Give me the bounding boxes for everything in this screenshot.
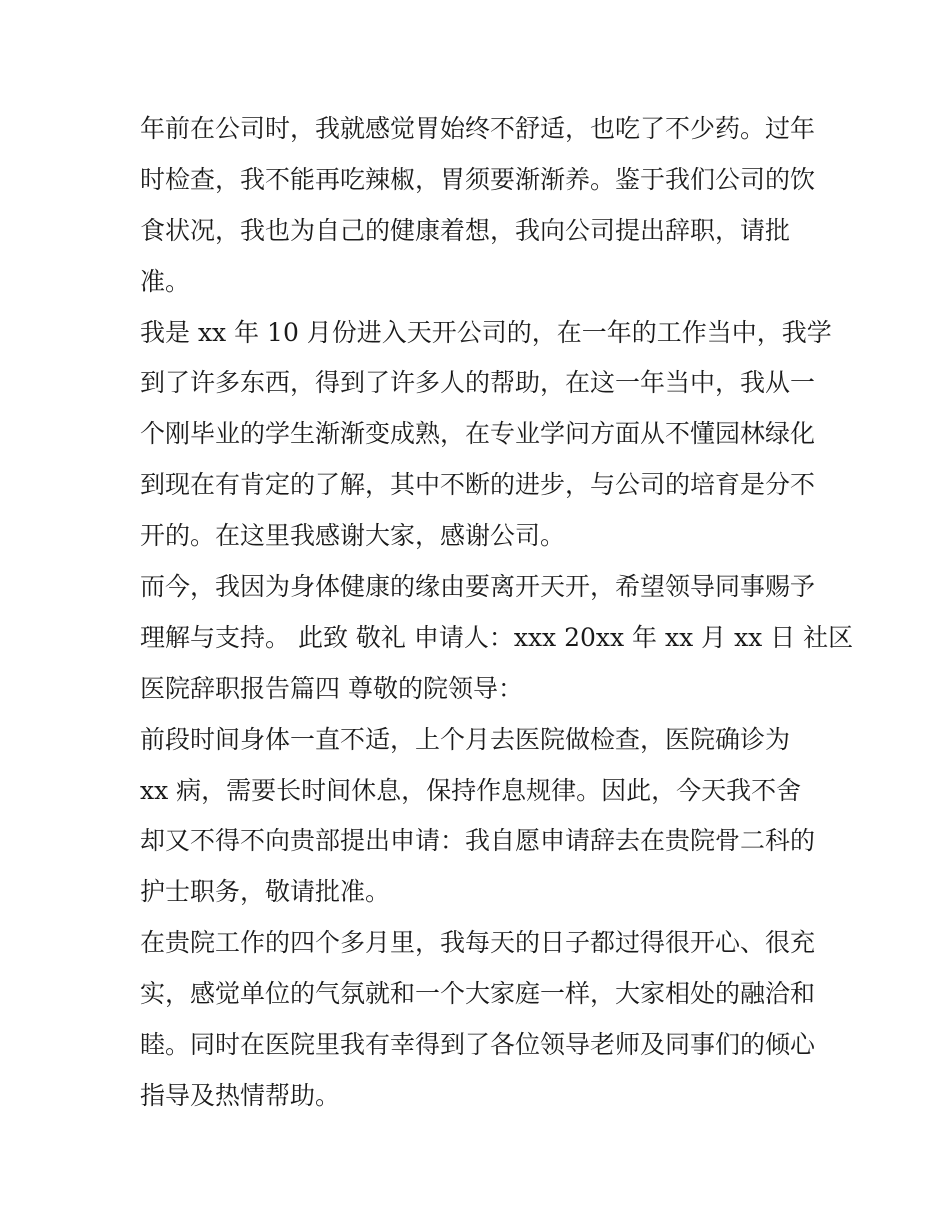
text-line: 我是 xx 年 10 月份进入天开公司的，在一年的工作当中，我学 <box>140 317 832 347</box>
text-line: 时检查，我不能再吃辣椒，胃须要渐渐养。鉴于我们公司的饮 <box>140 164 816 194</box>
text-line: 准。 <box>140 266 191 296</box>
text-line: 护士职务，敬请批准。 <box>140 877 391 907</box>
text-line: 到了许多东西，得到了许多人的帮助，在这一年当中，我从一 <box>140 368 816 398</box>
text-line: xx 病，需要长时间休息，保持作息规律。因此，今天我不舍 <box>140 775 802 805</box>
text-line: 指导及热情帮助。 <box>140 1080 341 1110</box>
text-line: 到现在有肯定的了解，其中不断的进步，与公司的培育是分不 <box>140 470 816 500</box>
paragraph-health-reason <box>140 104 815 308</box>
paragraph-work-experience <box>140 308 832 562</box>
text-line: 食状况，我也为自己的健康着想，我向公司提出辞职，请批 <box>140 215 791 245</box>
text-line: 医院辞职报告篇四 尊敬的院领导： <box>140 673 523 703</box>
document-body <box>140 104 854 1122</box>
paragraph-resignation-request <box>140 715 815 919</box>
text-line: 却又不得不向贵部提出申请：我自愿申请辞去在贵院骨二科的 <box>140 826 816 856</box>
text-line: 在贵院工作的四个多月里，我每天的日子都过得很开心、很充 <box>140 928 816 958</box>
text-line: 前段时间身体一直不适，上个月去医院做检查，医院确诊为 <box>140 724 791 754</box>
text-line: 年前在公司时，我就感觉胃始终不舒适，也吃了不少药。过年 <box>140 114 816 143</box>
text-line: 理解与支持。 此致 敬礼 申请人：xxx 20xx 年 xx 月 xx 日 社区 <box>140 622 854 652</box>
text-line: 睦。同时在医院里我有幸得到了各位领导老师及同事们的倾心 <box>140 1030 816 1060</box>
text-line: 实，感觉单位的气氛就和一个大家庭一样，大家相处的融洽和 <box>140 979 816 1009</box>
text-line: 而今，我因为身体健康的缘由要离开天开，希望领导同事赐予 <box>140 572 816 602</box>
text-line: 个刚毕业的学生渐渐变成熟，在专业学问方面从不懂园林绿化 <box>140 419 816 449</box>
paragraph-gratitude <box>140 918 815 1122</box>
text-line: 开的。在这里我感谢大家，感谢公司。 <box>140 521 566 551</box>
paragraph-closing-and-heading <box>140 562 854 715</box>
